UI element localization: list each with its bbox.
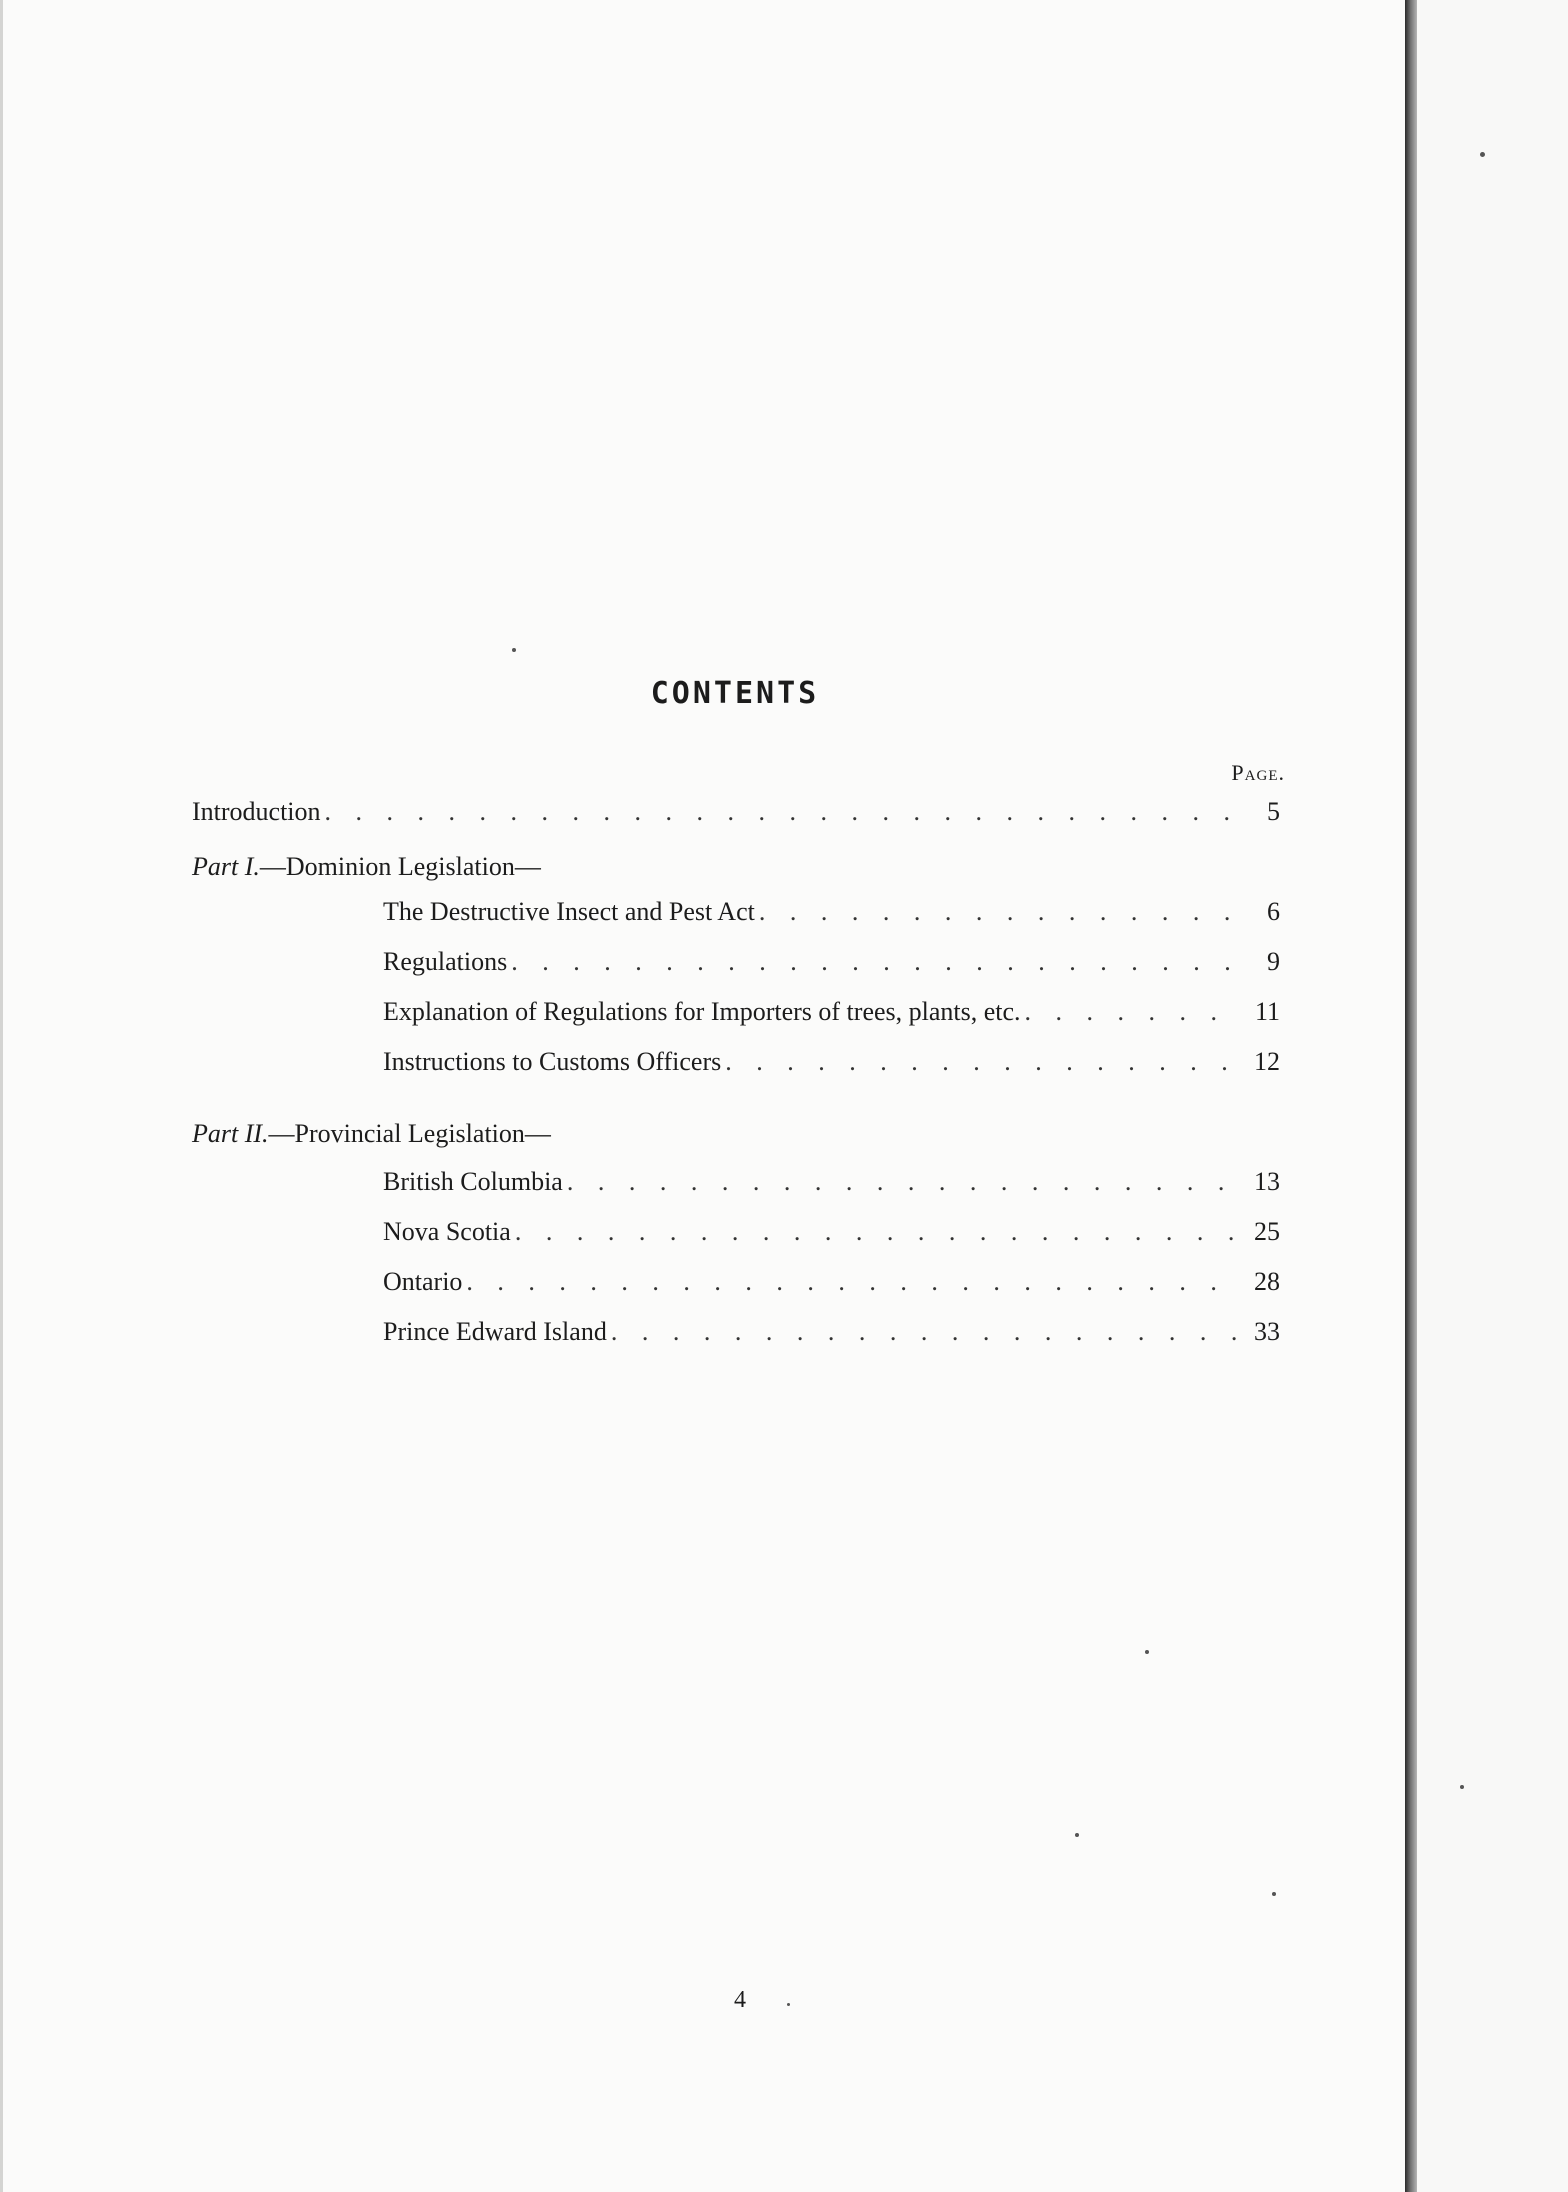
part-title: —Provincial Legislation—	[268, 1119, 551, 1148]
part-heading-2	[192, 1119, 551, 1149]
page-column-heading: Page.	[1231, 760, 1285, 785]
toc-entry-pest-act[interactable]	[383, 897, 1280, 927]
dot-leader	[567, 1167, 1238, 1197]
toc-entry-ontario[interactable]	[383, 1267, 1280, 1297]
toc-entry-label: Explanation of Regulations for Importers of trees, plants, etc.	[383, 997, 1021, 1026]
toc-entry-british-columbia[interactable]	[383, 1167, 1280, 1197]
toc-entry-label: Regulations	[383, 947, 508, 976]
toc-entry-label: Instructions to Customs Officers	[383, 1047, 722, 1076]
dot-leader	[1025, 997, 1238, 1027]
toc-entry-page: 5	[1267, 797, 1280, 826]
toc-entry-page: 25	[1254, 1217, 1280, 1246]
toc-entry-explanation[interactable]	[383, 997, 1280, 1027]
toc-entry-nova-scotia[interactable]	[383, 1217, 1280, 1247]
part-title: —Dominion Legislation—	[259, 852, 541, 881]
dot-leader	[759, 897, 1238, 927]
toc-entry-page: 33	[1254, 1317, 1280, 1346]
dot-leader	[511, 947, 1238, 977]
toc-entry-label: Ontario	[383, 1267, 463, 1296]
dot-leader	[611, 1317, 1238, 1347]
toc-entry-label: The Destructive Insect and Pest Act	[383, 897, 755, 926]
toc-entry-label: Nova Scotia	[383, 1217, 511, 1246]
toc-entry-page: 11	[1254, 997, 1280, 1026]
toc-entry-page: 9	[1267, 947, 1280, 976]
dot-leader	[725, 1047, 1238, 1077]
toc-entry-page: 6	[1267, 897, 1280, 926]
toc-entry-prince-edward-island[interactable]	[383, 1317, 1280, 1347]
part-number: Part II.	[192, 1119, 269, 1148]
toc-entry-introduction[interactable]	[192, 797, 1280, 827]
part-number: Part I.	[192, 852, 260, 881]
toc-entry-page: 13	[1254, 1167, 1280, 1196]
dot-leader	[325, 797, 1238, 827]
dot-leader	[515, 1217, 1238, 1247]
toc-entry-label: Prince Edward Island	[383, 1317, 607, 1346]
toc-entry-page: 12	[1254, 1047, 1280, 1076]
toc-entry-customs[interactable]	[383, 1047, 1280, 1077]
part-heading-1	[192, 852, 541, 882]
toc-entry-regulations[interactable]	[383, 947, 1280, 977]
toc-entry-label: British Columbia	[383, 1167, 563, 1196]
toc-entry-page: 28	[1254, 1267, 1280, 1296]
toc-entry-label: Introduction	[192, 797, 321, 826]
dot-leader	[466, 1267, 1238, 1297]
page-number: 4	[734, 1987, 746, 2013]
contents-title: CONTENTS	[650, 676, 820, 711]
